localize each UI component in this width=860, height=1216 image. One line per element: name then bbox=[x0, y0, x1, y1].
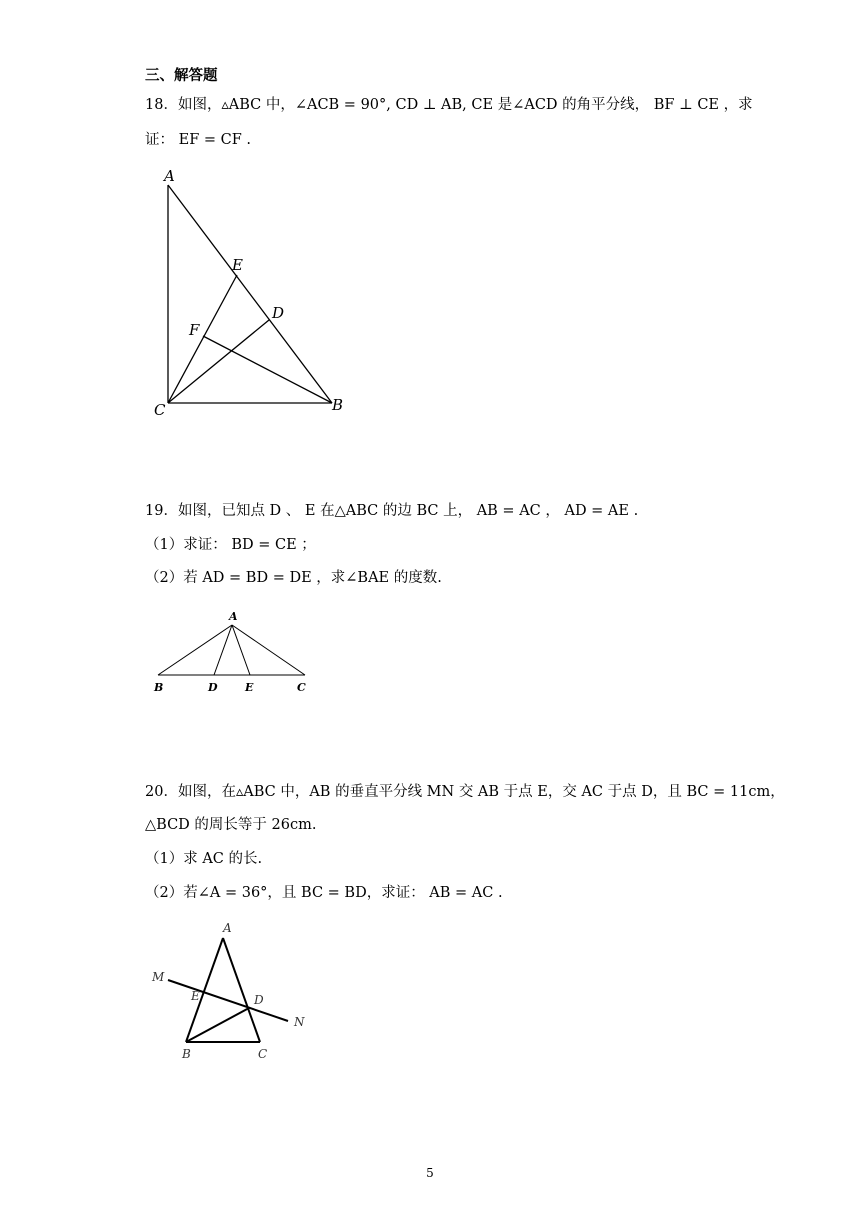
point-label-e: E bbox=[232, 256, 243, 274]
point-label-c: C bbox=[258, 1047, 268, 1061]
line-mn bbox=[168, 980, 288, 1021]
segment-ab bbox=[158, 625, 232, 675]
segment-ab bbox=[168, 185, 332, 403]
segment-ac bbox=[223, 938, 260, 1042]
segment-cd bbox=[168, 320, 269, 403]
point-label-a: A bbox=[223, 921, 232, 935]
q19-part1: （1）求证： BD = CE ； bbox=[145, 537, 316, 553]
segment-bf bbox=[203, 336, 332, 403]
q19-text-line1: 19．如图，已知点 D 、 E 在△ABC 的边 BC 上， AB = AC ， AD = AE . bbox=[145, 503, 639, 519]
point-label-n: N bbox=[294, 1015, 305, 1029]
point-label-b: B bbox=[332, 396, 344, 414]
q20-text-line2: △BCD 的周长等于 26cm. bbox=[145, 817, 317, 833]
q19-diagram bbox=[150, 605, 315, 697]
page-number: 5 bbox=[426, 1166, 434, 1180]
section-heading: 三、解答题 bbox=[145, 67, 218, 84]
q20-part1: （1）求 AC 的长. bbox=[145, 851, 263, 867]
q20-diagram bbox=[148, 918, 318, 1066]
segment-ac bbox=[232, 625, 305, 675]
point-label-c: C bbox=[297, 681, 306, 694]
segment-ae bbox=[232, 625, 250, 675]
point-label-m: M bbox=[152, 970, 165, 984]
segment-ad bbox=[214, 625, 232, 675]
point-label-a: A bbox=[164, 167, 175, 185]
point-label-d: D bbox=[254, 993, 264, 1007]
point-label-c: C bbox=[154, 401, 166, 419]
q20-part2: （2）若∠A = 36°，且 BC = BD，求证： AB = AC . bbox=[145, 885, 503, 901]
q19-part2: （2）若 AD = BD = DE ，求∠BAE 的度数. bbox=[145, 570, 442, 586]
q20-text-line1: 20．如图，在▵ABC 中，AB 的垂直平分线 MN 交 AB 于点 E，交 AC 于点 D，且 BC = 11cm， bbox=[145, 784, 785, 800]
point-label-e: E bbox=[245, 681, 254, 694]
point-label-f: F bbox=[189, 321, 200, 339]
point-label-a: A bbox=[229, 610, 238, 623]
segment-ce bbox=[168, 275, 237, 403]
point-label-b: B bbox=[182, 1047, 191, 1061]
q18-diagram bbox=[150, 165, 355, 420]
q18-text-line1: 18．如图，▵ABC 中，∠ACB = 90°, CD ⊥ AB, CE 是∠ACD 的角平分线， BF ⊥ CE ，求 bbox=[145, 97, 753, 113]
point-label-b: B bbox=[154, 681, 164, 694]
point-label-d: D bbox=[208, 681, 218, 694]
point-label-d: D bbox=[272, 304, 285, 322]
q18-text-line2: 证： EF = CF . bbox=[145, 132, 251, 148]
point-label-e: E bbox=[191, 989, 200, 1003]
